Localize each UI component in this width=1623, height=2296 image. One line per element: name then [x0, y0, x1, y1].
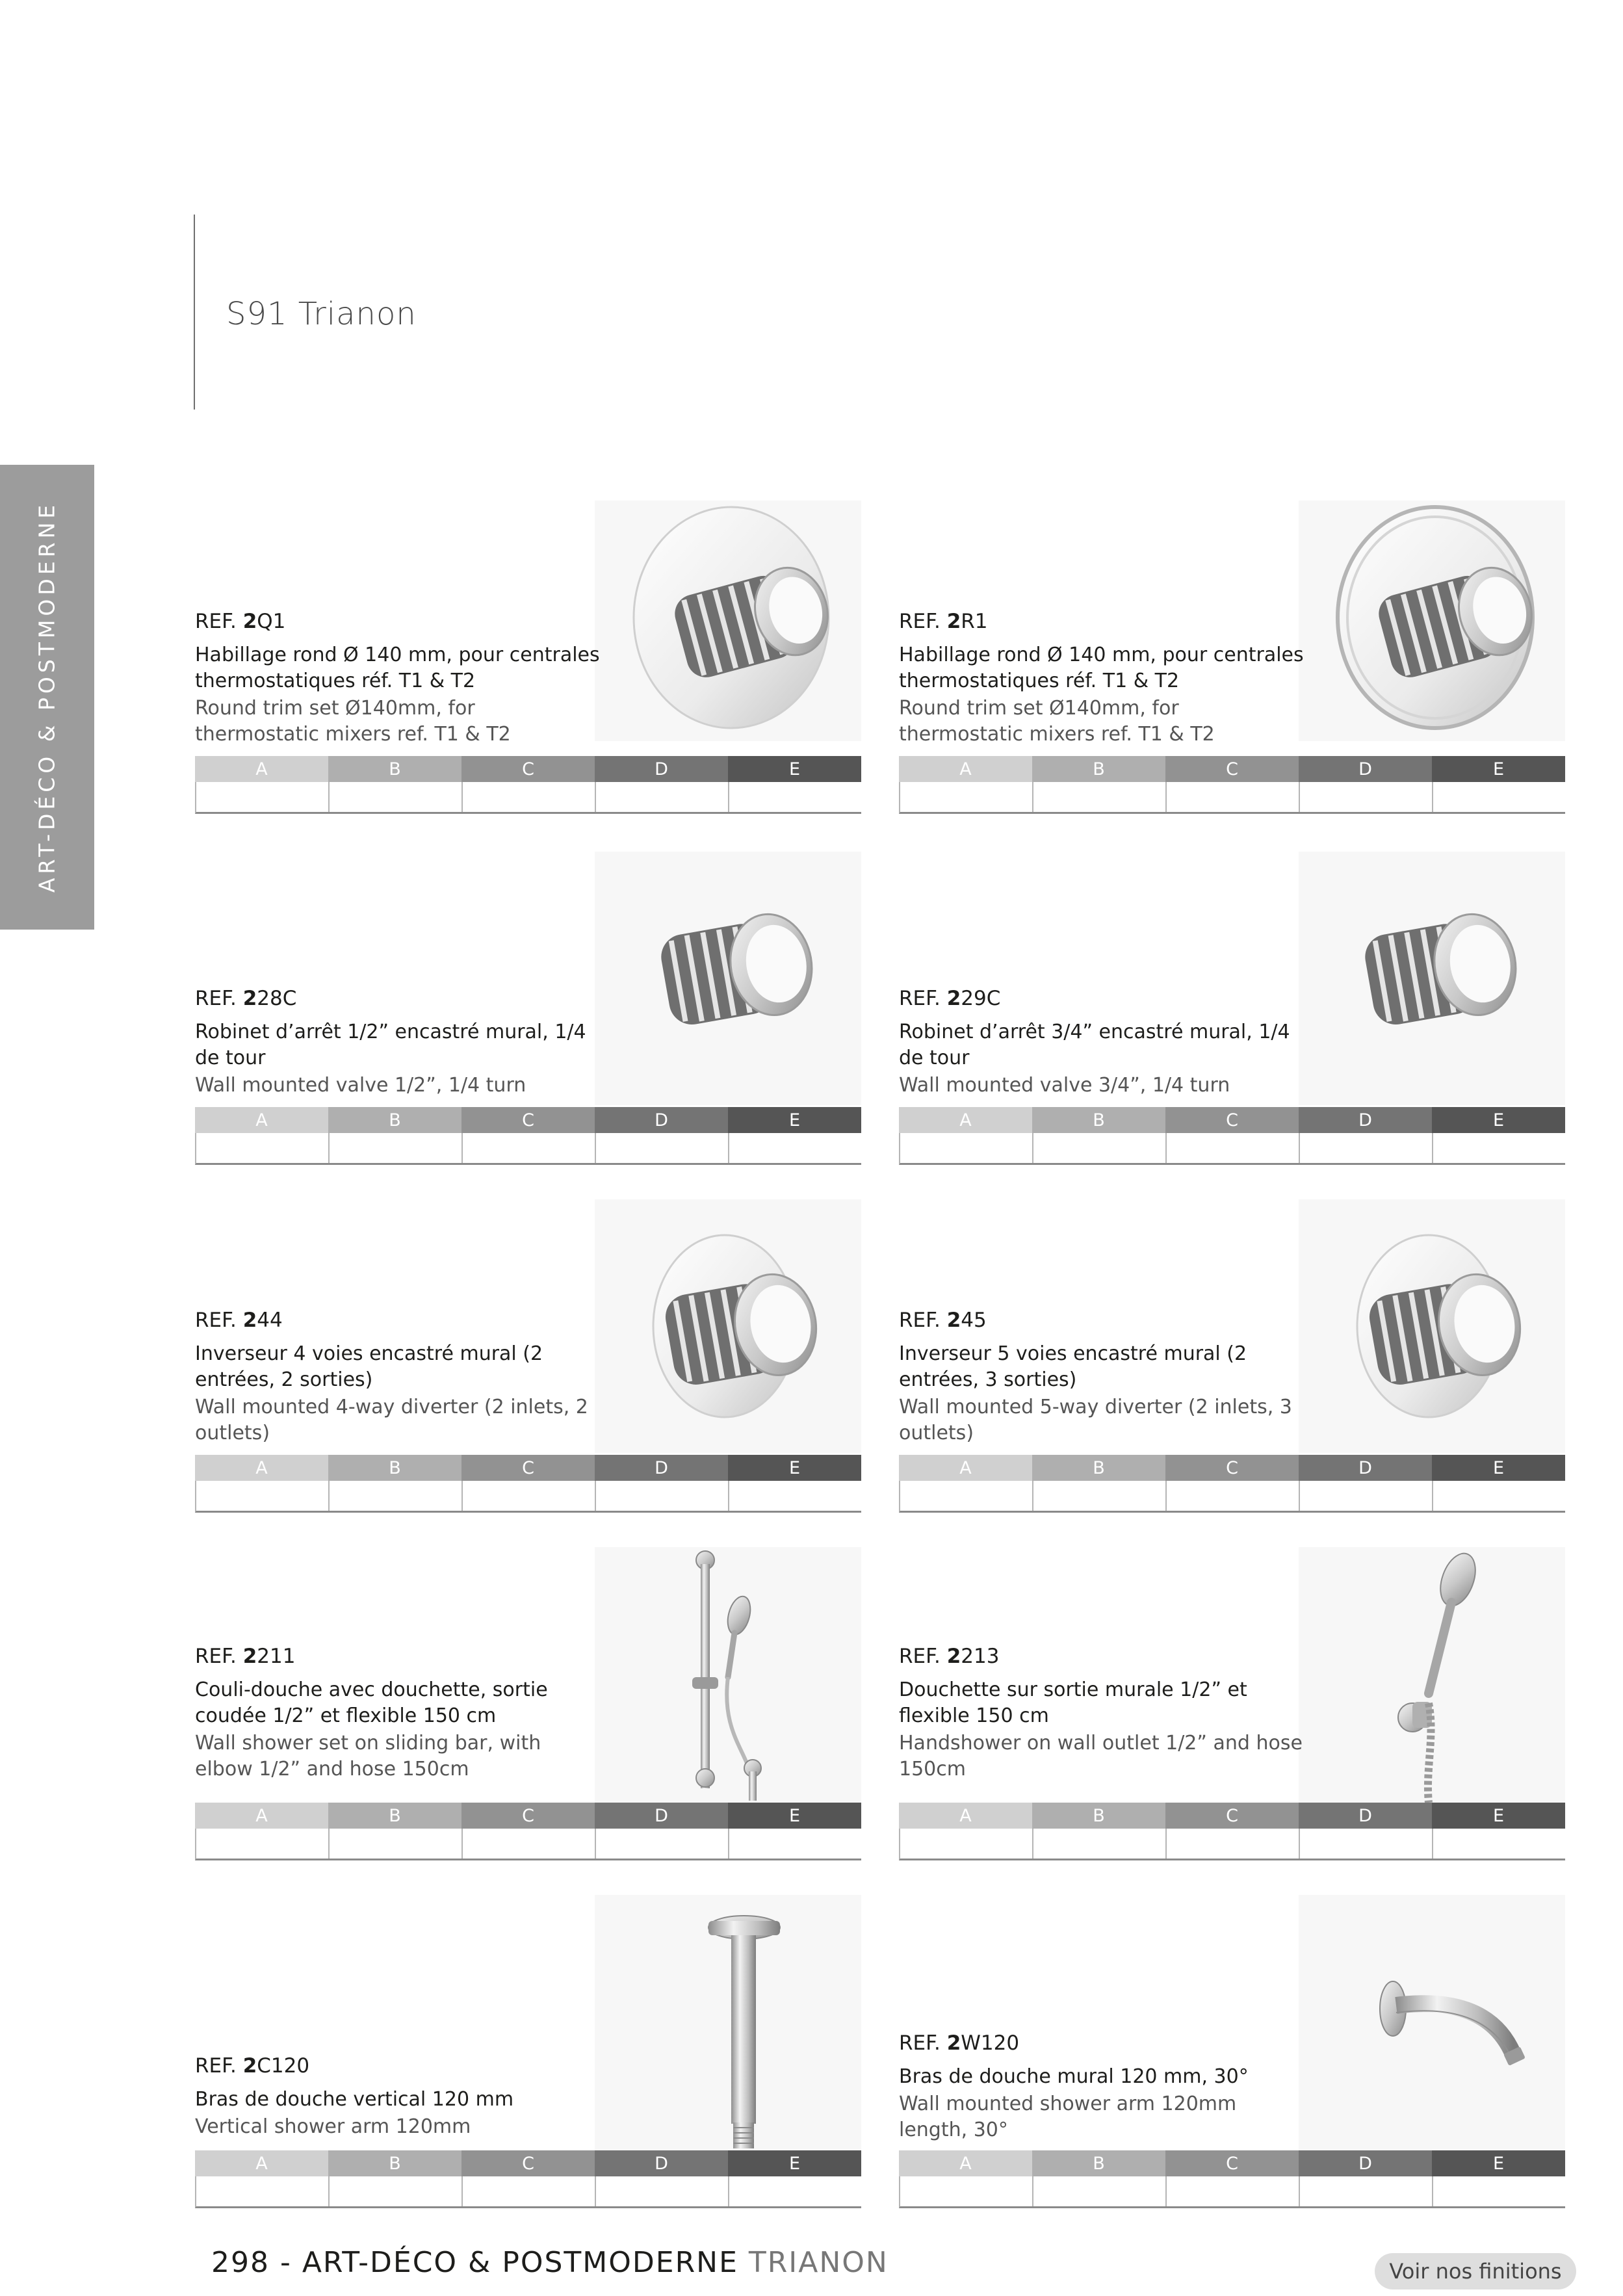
finish-col-b: B: [328, 1455, 461, 1481]
product-description-fr: Bras de douche mural 120 mm, 30°: [899, 2065, 1249, 2088]
finish-col-b: B: [328, 1107, 461, 1133]
finish-grid: [899, 1455, 1565, 1513]
product-description-en: Vertical shower arm 120mm: [195, 2115, 471, 2138]
product-info: [195, 2054, 604, 2140]
finish-col-b: B: [1032, 1803, 1165, 1829]
product-info: [899, 987, 1308, 1099]
product-ref: REF. 228C: [195, 987, 297, 1010]
product-description-en: Wall mounted shower arm 120mm length, 30°: [899, 2093, 1237, 2141]
product-ref: REF. 2W120: [899, 2031, 1020, 2055]
finish-col-d: D: [1299, 1107, 1432, 1133]
footer-collection: TRIANON: [738, 2246, 889, 2279]
finish-col-e: E: [728, 2150, 861, 2176]
finish-col-e: E: [1432, 2150, 1565, 2176]
finish-col-c: C: [1165, 1107, 1299, 1133]
finish-col-d: D: [1299, 1803, 1432, 1829]
series-title: S91 Trianon: [226, 296, 417, 332]
finish-grid: [195, 1107, 861, 1165]
product-image-handshower: [1299, 1547, 1565, 1803]
finish-col-d: D: [1299, 756, 1432, 782]
footer-page-text: 298 - ART-DÉCO & POSTMODERNE: [211, 2246, 738, 2279]
product-card-244: [195, 1199, 861, 1518]
finish-col-c: C: [461, 1803, 595, 1829]
finish-col-d: D: [595, 1107, 728, 1133]
finish-col-a: A: [195, 1107, 328, 1133]
product-image-diverter: [595, 1199, 861, 1453]
product-image-vertical-shower-arm: [595, 1895, 861, 2150]
product-description-fr: Robinet d’arrêt 1/2” encastré mural, 1/4 de tour: [195, 1021, 586, 1069]
product-ref: REF. 2R1: [899, 610, 988, 633]
side-category-tab: [0, 465, 94, 930]
product-card-2w120: [899, 1895, 1565, 2213]
product-image-round-trim-ridged: [1299, 501, 1565, 741]
finish-col-a: A: [899, 1803, 1032, 1829]
product-description-en: Wall mounted 5-way diverter (2 inlets, 3 outlets): [899, 1396, 1292, 1444]
finish-col-a: A: [195, 2150, 328, 2176]
finish-col-e: E: [728, 1803, 861, 1829]
product-image-wall-valve: [595, 852, 861, 1105]
product-description-en: Wall shower set on sliding bar, with elbow 1/2” and hose 150cm: [195, 1732, 541, 1781]
finish-grid: [899, 756, 1565, 814]
finish-col-e: E: [1432, 1803, 1565, 1829]
product-info: [899, 1309, 1308, 1446]
finish-grid: [195, 1803, 861, 1860]
product-info: [899, 1645, 1308, 1782]
finish-col-c: C: [461, 1107, 595, 1133]
finish-col-e: E: [1432, 1107, 1565, 1133]
finish-grid: [195, 1455, 861, 1513]
product-description-fr: Inverseur 4 voies encastré mural (2 entrées, 2 sorties): [195, 1342, 543, 1391]
finish-col-c: C: [1165, 756, 1299, 782]
finish-col-d: D: [595, 1455, 728, 1481]
finish-col-c: C: [1165, 1803, 1299, 1829]
product-description-en: Round trim set Ø140mm, for thermostatic mixers ref. T1 & T2: [899, 697, 1215, 746]
product-ref: REF. 2213: [899, 1645, 1000, 1668]
product-card-228c: [195, 852, 861, 1170]
finish-grid: [899, 1107, 1565, 1165]
product-card-2213: [899, 1547, 1565, 1866]
finish-col-e: E: [728, 1107, 861, 1133]
finish-col-b: B: [328, 1803, 461, 1829]
product-card-2c120: [195, 1895, 861, 2213]
finish-col-e: E: [1432, 1455, 1565, 1481]
finish-col-e: E: [728, 756, 861, 782]
finish-col-d: D: [595, 2150, 728, 2176]
finish-col-c: C: [461, 2150, 595, 2176]
product-description-fr: Couli-douche avec douchette, sortie coudée 1/2” et flexible 150 cm: [195, 1678, 548, 1727]
product-description-fr: Habillage rond Ø 140 mm, pour centrales thermostatiques réf. T1 & T2: [899, 644, 1304, 692]
product-ref: REF. 229C: [899, 987, 1001, 1010]
product-card-2211: [195, 1547, 861, 1866]
page-footer: [211, 2246, 889, 2279]
finish-col-d: D: [595, 756, 728, 782]
product-ref: REF. 245: [899, 1309, 987, 1332]
product-description-fr: Douchette sur sortie murale 1/2” et flexible 150 cm: [899, 1678, 1247, 1727]
product-info: [195, 1645, 604, 1782]
finish-col-a: A: [899, 756, 1032, 782]
finish-col-b: B: [1032, 756, 1165, 782]
product-image-diverter: [1299, 1199, 1565, 1453]
finish-col-c: C: [1165, 1455, 1299, 1481]
product-info: [899, 2031, 1308, 2143]
product-description-en: Wall mounted valve 1/2”, 1/4 turn: [195, 1074, 526, 1097]
finish-grid: [195, 2150, 861, 2208]
product-description-fr: Inverseur 5 voies encastré mural (2 entrées, 3 sorties): [899, 1342, 1247, 1391]
finish-col-a: A: [899, 1107, 1032, 1133]
finish-col-a: A: [195, 756, 328, 782]
product-description-en: Handshower on wall outlet 1/2” and hose 150cm: [899, 1732, 1303, 1781]
product-image-wall-shower-arm: [1299, 1895, 1565, 2150]
product-ref: REF. 2C120: [195, 2054, 310, 2078]
finish-col-b: B: [1032, 1107, 1165, 1133]
voir-finitions-button[interactable]: Voir nos finitions: [1375, 2253, 1576, 2289]
finish-col-e: E: [728, 1455, 861, 1481]
product-info: [195, 1309, 604, 1446]
finish-grid: [899, 1803, 1565, 1860]
product-ref: REF. 244: [195, 1309, 283, 1332]
finish-col-a: A: [195, 1803, 328, 1829]
product-card-245: [899, 1199, 1565, 1518]
product-description-en: Wall mounted valve 3/4”, 1/4 turn: [899, 1074, 1230, 1097]
product-image-sliding-bar-shower: [595, 1547, 861, 1803]
product-card-2q1: [195, 501, 861, 819]
finish-col-c: C: [1165, 2150, 1299, 2176]
side-tab-label: ART-DÉCO & POSTMODERNE: [34, 501, 60, 893]
finish-col-b: B: [1032, 2150, 1165, 2176]
finish-col-b: B: [328, 756, 461, 782]
product-info: [195, 987, 604, 1099]
product-image-round-trim: [595, 501, 861, 741]
finish-col-b: B: [328, 2150, 461, 2176]
finish-col-a: A: [899, 2150, 1032, 2176]
product-description-fr: Robinet d’arrêt 3/4” encastré mural, 1/4 de tour: [899, 1021, 1290, 1069]
finish-col-d: D: [1299, 1455, 1432, 1481]
product-ref: REF. 2Q1: [195, 610, 286, 633]
finish-grid: [195, 756, 861, 814]
product-info: [899, 610, 1308, 748]
finish-col-d: D: [595, 1803, 728, 1829]
product-card-2r1: [899, 501, 1565, 819]
finish-col-c: C: [461, 1455, 595, 1481]
finish-col-b: B: [1032, 1455, 1165, 1481]
finish-col-a: A: [195, 1455, 328, 1481]
product-card-229c: [899, 852, 1565, 1170]
product-ref: REF. 2211: [195, 1645, 296, 1668]
finish-col-e: E: [1432, 756, 1565, 782]
product-description-fr: Habillage rond Ø 140 mm, pour centrales thermostatiques réf. T1 & T2: [195, 644, 600, 692]
product-info: [195, 610, 604, 748]
product-image-wall-valve: [1299, 852, 1565, 1105]
product-description-en: Wall mounted 4-way diverter (2 inlets, 2 outlets): [195, 1396, 588, 1444]
finish-col-c: C: [461, 756, 595, 782]
finish-grid: [899, 2150, 1565, 2208]
finish-col-a: A: [899, 1455, 1032, 1481]
product-description-en: Round trim set Ø140mm, for thermostatic mixers ref. T1 & T2: [195, 697, 511, 746]
finish-col-d: D: [1299, 2150, 1432, 2176]
header-divider: [194, 215, 195, 410]
product-description-fr: Bras de douche vertical 120 mm: [195, 2088, 514, 2111]
